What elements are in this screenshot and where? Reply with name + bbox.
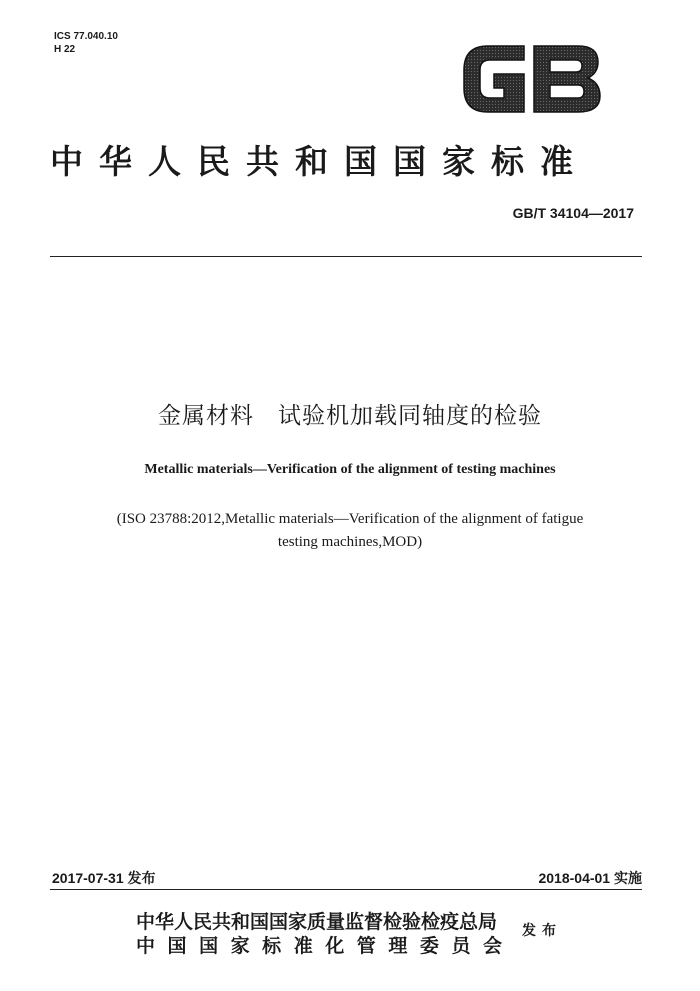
standard-number: GB/T 34104—2017 <box>512 205 634 221</box>
issuer-line-1: 中华人民共和国国家质量监督检验检疫总局 <box>136 911 498 933</box>
ics-code: ICS 77.040.10 <box>54 31 118 42</box>
gb-logo-icon <box>458 40 604 118</box>
adoption-note-line2: testing machines,MOD) <box>277 534 423 550</box>
document-title-en: Metallic materials—Verification of the alignment of testing machines <box>144 462 556 477</box>
footer-divider <box>50 889 642 890</box>
issuer-line-2: 中国国家标准化管理委员会 <box>136 935 502 957</box>
adoption-note <box>40 508 660 554</box>
header-codes <box>54 30 118 56</box>
implement-date: 2018-04-01 实施 <box>538 870 642 886</box>
release-label: 发布 <box>522 923 562 939</box>
header-divider <box>50 256 642 257</box>
gb-logo <box>458 40 604 118</box>
standard-type-title: 中华人民共和国国家标准 <box>50 142 589 181</box>
publish-date: 2017-07-31 发布 <box>52 870 156 886</box>
document-title-cn: 金属材料 试验机加载同轴度的检验 <box>158 403 542 429</box>
adoption-note-line1: (ISO 23788:2012,Metallic materials—Verification of the alignment of fatigue <box>116 511 584 527</box>
category-code: H 22 <box>54 44 76 55</box>
